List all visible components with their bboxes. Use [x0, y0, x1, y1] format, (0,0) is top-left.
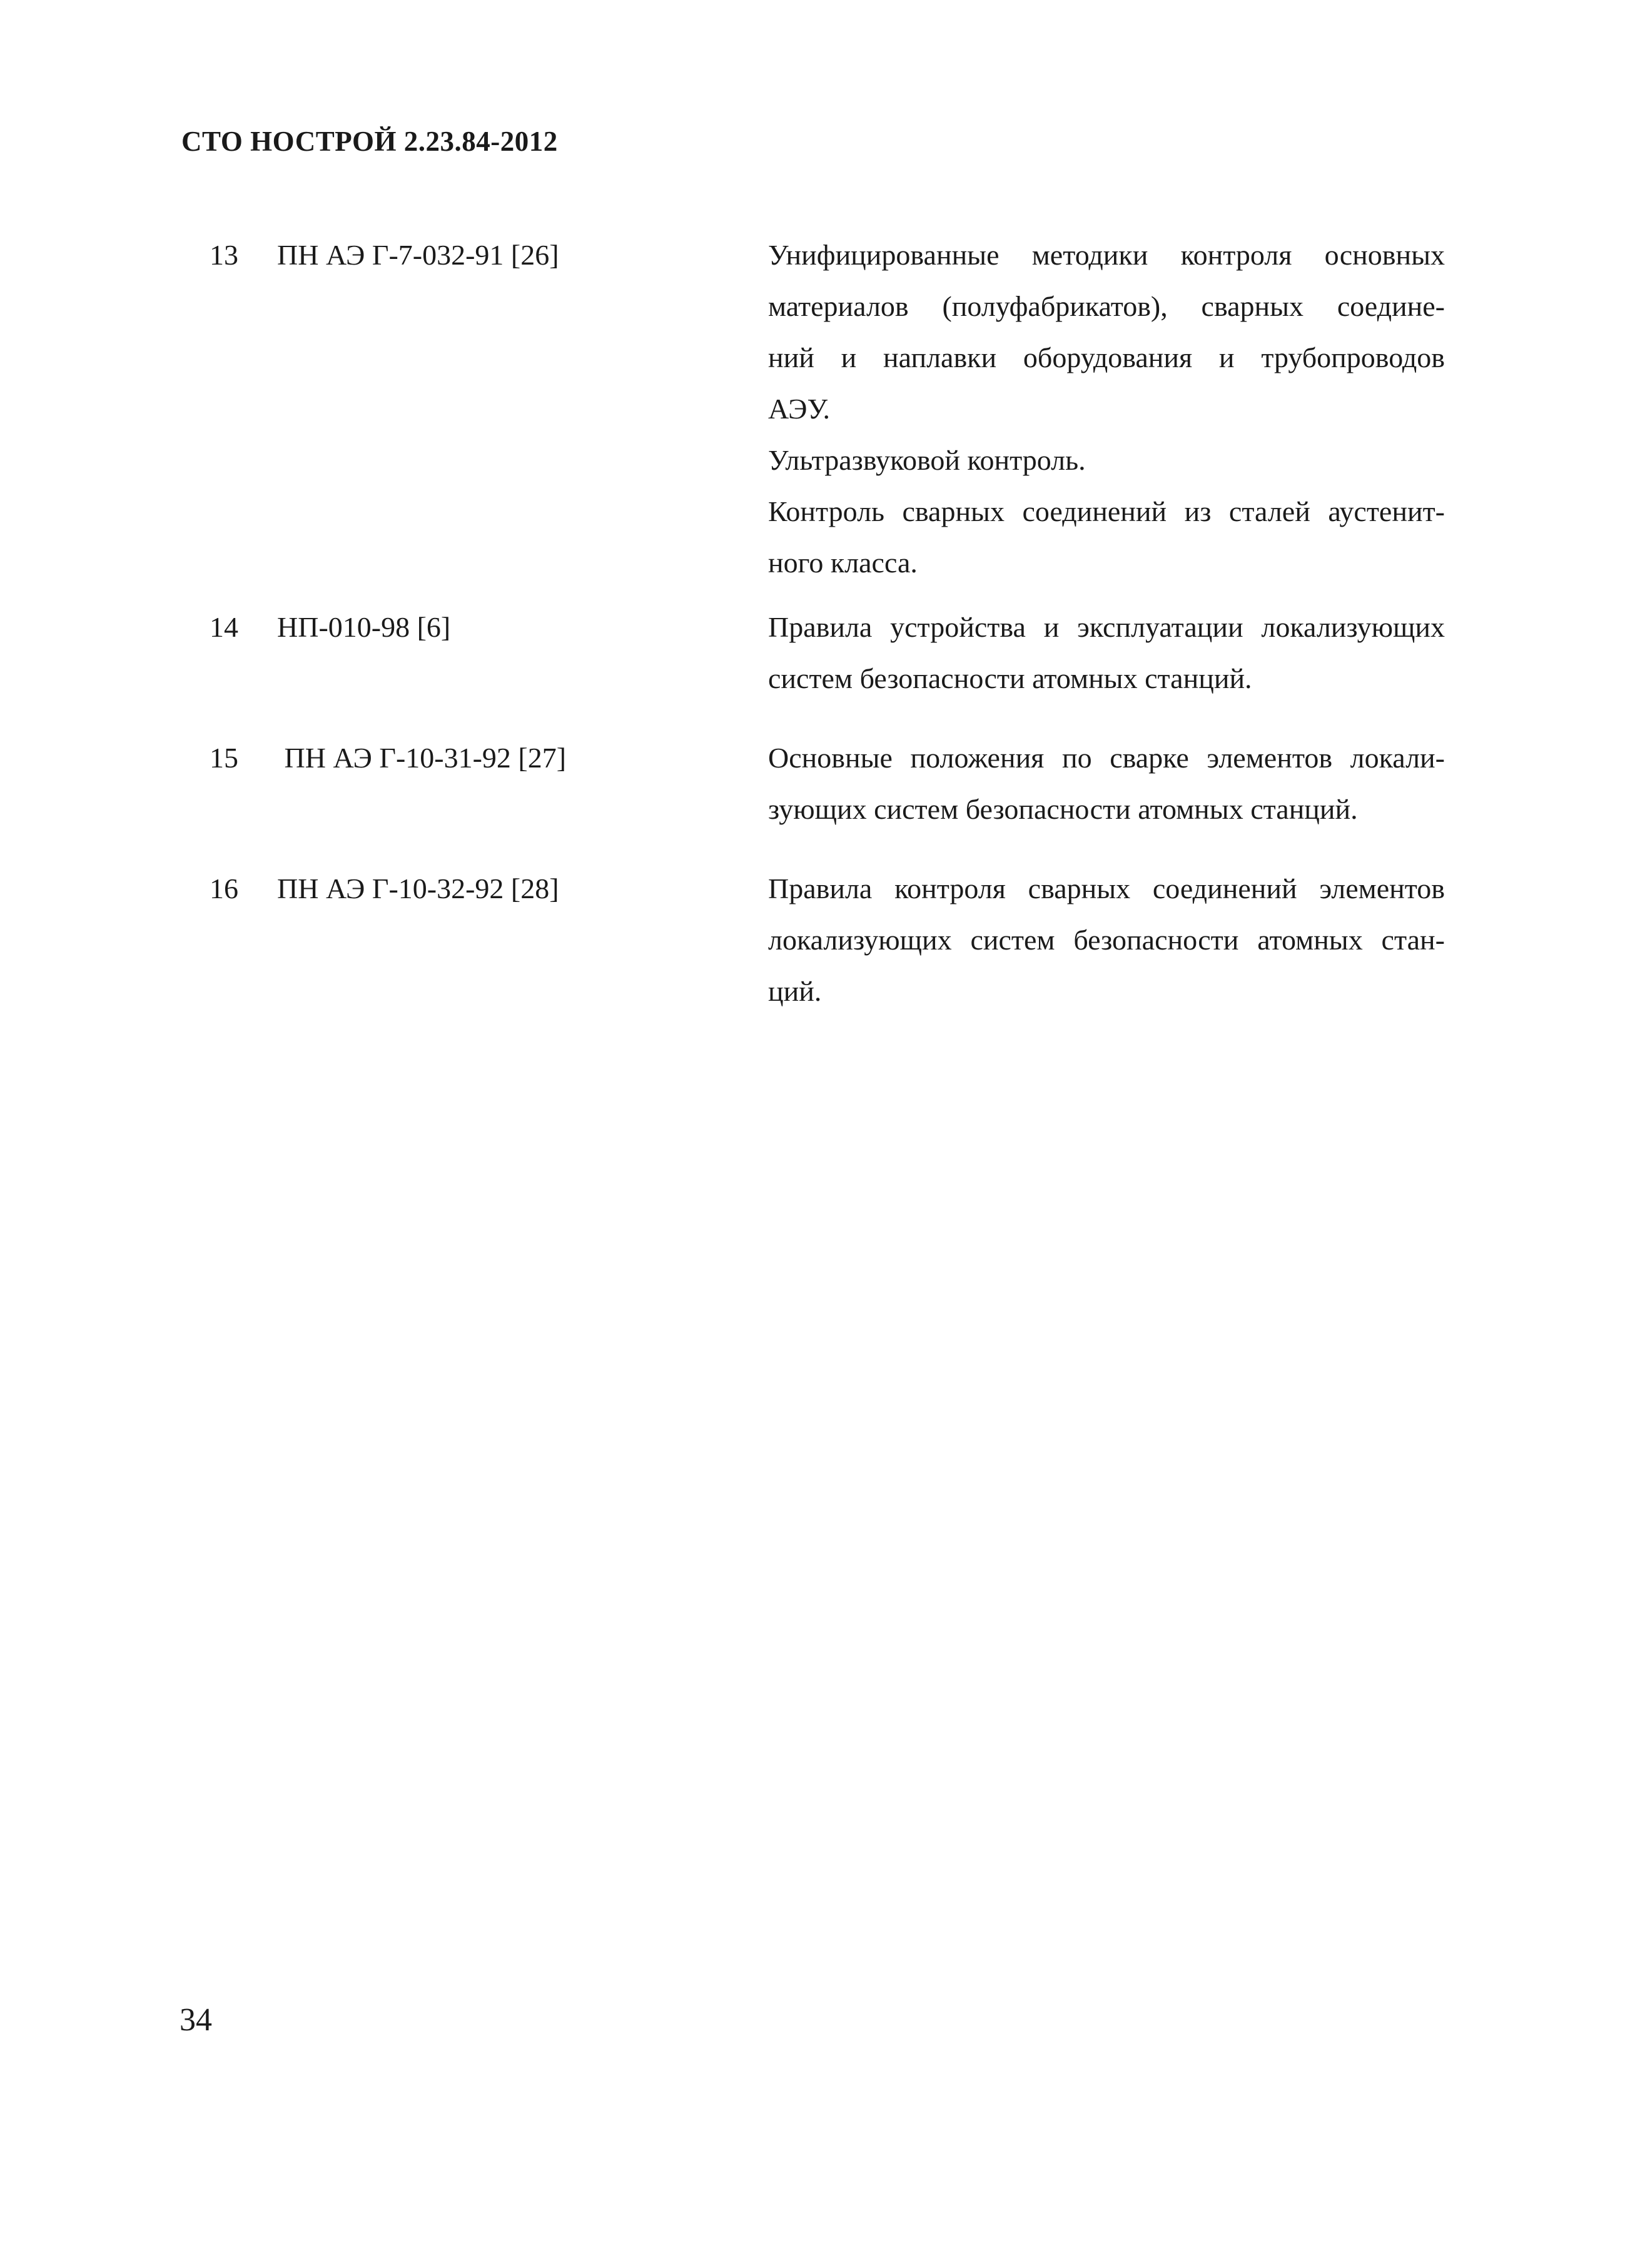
entry-description [768, 602, 1445, 704]
entry-code: ПН АЭ Г-7-032-91 [26] [277, 239, 559, 271]
description-line: локализующих систем безопасности атомных стан- [768, 924, 1445, 956]
description-line: Ультразвуковой контроль. [768, 444, 1086, 476]
entry-description [768, 732, 1445, 835]
description-line: АЭУ. [768, 393, 831, 425]
document-header: СТО НОСТРОЙ 2.23.84-2012 [181, 126, 558, 157]
description-line: Правила контроля сварных соединений элементов [768, 873, 1445, 904]
description-line: ний и наплавки оборудования и трубопроводов [768, 342, 1445, 373]
entry-number: 16 [210, 873, 238, 904]
description-line: Основные положения по сварке элементов локали- [768, 742, 1445, 774]
entry-number: 15 [210, 742, 238, 774]
description-line: Унифицированные методики контроля основных [768, 239, 1445, 271]
description-line: ций. [768, 975, 822, 1007]
description-line: зующих систем безопасности атомных станций. [768, 793, 1358, 825]
entry-number: 14 [210, 611, 238, 643]
description-line: Правила устройства и эксплуатации локализующих [768, 611, 1445, 643]
description-line: ного класса. [768, 547, 918, 579]
description-line: материалов (полуфабрикатов), сварных соедине- [768, 290, 1445, 322]
entry-code: ПН АЭ Г-10-31-92 [27] [277, 742, 567, 774]
description-line: Контроль сварных соединений из сталей аустенит- [768, 495, 1445, 527]
entry-description [768, 230, 1445, 589]
entry-number: 13 [210, 239, 238, 271]
entry-description [768, 863, 1445, 1017]
description-line: систем безопасности атомных станций. [768, 662, 1252, 694]
entry-code: НП-010-98 [6] [277, 611, 451, 643]
entry-code: ПН АЭ Г-10-32-92 [28] [277, 873, 559, 904]
page-number: 34 [180, 2002, 212, 2038]
